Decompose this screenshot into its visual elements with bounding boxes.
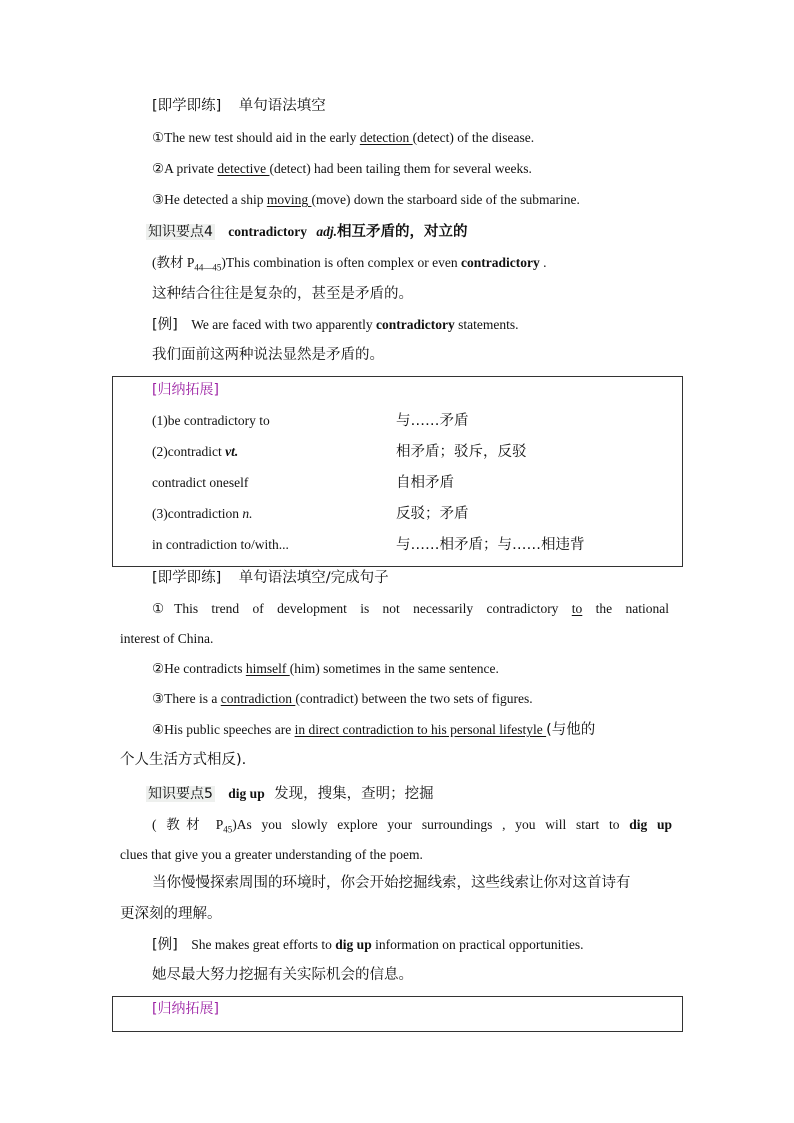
example-text: )As you slowly explore your surroundings , you will start to [232, 817, 630, 832]
practice-title: 单句语法填空 [238, 98, 326, 114]
practice-heading-1 [152, 96, 326, 116]
summary-row [152, 442, 238, 462]
item-text: (detect) had been tailing them for several weeks. [269, 161, 532, 176]
phrase-meaning: 自相矛盾 [396, 475, 454, 491]
phrase: (3)contradiction [152, 506, 243, 521]
practice-label: [即学即练] [152, 570, 222, 586]
example-text: information on practical opportunities. [371, 937, 584, 952]
item-text: His public speeches are [164, 722, 295, 737]
example-translation-4: 我们面前这两种说法显然是矛盾的。 [152, 347, 384, 363]
example-text: statements. [454, 317, 519, 332]
source-page: 45 [223, 824, 233, 835]
phrase: contradict oneself [152, 475, 249, 490]
item-text: (him) sometimes in the same sentence. [289, 661, 499, 676]
item-text: This trend of development is not necessarily contradictory [174, 601, 572, 616]
item-text: the national [582, 601, 669, 616]
keyword: dig up [228, 786, 265, 801]
item-number: ③ [152, 192, 165, 207]
item-answer: himself [245, 661, 290, 676]
knowledge-point-label: 知识要点5 [148, 786, 213, 802]
example-5 [152, 935, 584, 955]
practice-item-1-continued: interest of China. [120, 631, 214, 646]
practice-item-1 [152, 128, 534, 148]
practice-item-4-continued: 个人生活方式相反). [120, 752, 247, 768]
item-text: (detect) of the disease. [412, 130, 535, 145]
item-text: (move) down the starboard side of the submarine. [311, 192, 580, 207]
item-number: ② [152, 161, 165, 176]
keyword-meaning: 相互矛盾的，对立的 [337, 224, 468, 240]
example-keyword: dig up [335, 937, 372, 952]
item-number: ② [152, 661, 165, 676]
part-of-speech: adj. [316, 224, 338, 239]
practice-label: [即学即练] [152, 98, 222, 114]
example-text: We are faced with two apparently [191, 317, 377, 332]
textbook-example-4 [152, 253, 546, 278]
example-keyword: contradictory [460, 255, 540, 270]
example-text: . [539, 255, 547, 270]
example-translation-5: 她尽最大努力挖掘有关实际机会的信息。 [152, 967, 413, 983]
summary-row [152, 411, 270, 431]
example-4 [152, 315, 519, 335]
example-text: )This combination is often complex or even [221, 255, 461, 270]
item-text: (与他的 [546, 722, 596, 738]
item-number: ① [152, 601, 175, 616]
phrase-pos: vt. [225, 444, 239, 459]
item-text: A private [164, 161, 218, 176]
practice-title: 单句语法填空/完成句子 [238, 570, 389, 586]
practice-item-1 [152, 599, 669, 619]
phrase: (2)contradict [152, 444, 226, 459]
item-answer: in direct contradiction to his personal lifestyle [294, 722, 547, 737]
source-page: 44—45 [194, 262, 222, 273]
practice-item-3 [152, 190, 580, 210]
phrase: (1)be contradictory to [152, 413, 270, 428]
item-answer: detection [359, 130, 413, 145]
knowledge-point-label: 知识要点4 [148, 224, 213, 240]
item-answer: to [571, 601, 583, 616]
example-label: [例] [152, 317, 178, 333]
textbook-example-5-continued: clues that give you a greater understanding of the poem. [120, 847, 423, 862]
practice-item-3 [152, 689, 533, 709]
practice-heading-2 [152, 568, 389, 588]
example-keyword: contradictory [376, 317, 455, 332]
item-number: ③ [152, 691, 165, 706]
practice-item-2 [152, 159, 532, 179]
translation-4: 这种结合往往是复杂的，甚至是矛盾的。 [152, 286, 413, 302]
item-text: He contradicts [164, 661, 246, 676]
practice-item-4 [152, 720, 595, 740]
item-text: (contradict) between the two sets of figures. [295, 691, 533, 706]
keyword-meaning: 发现，搜集，查明；挖掘 [274, 786, 434, 802]
knowledge-point-4-heading [146, 222, 468, 242]
example-label: [例] [152, 937, 178, 953]
example-text: She makes great efforts to [191, 937, 336, 952]
phrase-meaning: 与……矛盾 [396, 413, 469, 429]
practice-item-2 [152, 659, 499, 679]
item-answer: contradiction [220, 691, 296, 706]
translation-5-line-1: 当你慢慢探索周围的环境时，你会开始挖掘线索，这些线索让你对这首诗有 [152, 875, 631, 891]
item-text: The new test should aid in the early [164, 130, 360, 145]
summary-row [152, 504, 252, 524]
phrase: in contradiction to/with... [152, 537, 289, 552]
summary-box-title: [归纳拓展] [152, 1001, 219, 1017]
translation-5-line-2: 更深刻的理解。 [120, 906, 222, 922]
textbook-example-5 [152, 815, 672, 840]
item-text: There is a [164, 691, 221, 706]
summary-row [152, 535, 289, 555]
item-answer: detective [217, 161, 270, 176]
phrase-meaning: 反驳；矛盾 [396, 506, 469, 522]
knowledge-point-5-heading [146, 784, 434, 804]
item-answer: moving [266, 192, 312, 207]
keyword: contradictory [228, 224, 308, 239]
item-number: ① [152, 130, 165, 145]
example-keyword: dig up [629, 817, 672, 832]
item-text: He detected a ship [164, 192, 267, 207]
phrase-meaning: 相矛盾；驳斥，反驳 [396, 444, 527, 460]
item-number: ④ [152, 722, 165, 737]
summary-row [152, 473, 248, 493]
source-ref: ( 教材 P [152, 817, 224, 832]
summary-box-title: [归纳拓展] [152, 382, 219, 398]
phrase-pos: n. [242, 506, 253, 521]
source-ref: (教材 P [152, 255, 195, 270]
phrase-meaning: 与……相矛盾；与……相违背 [396, 537, 585, 553]
